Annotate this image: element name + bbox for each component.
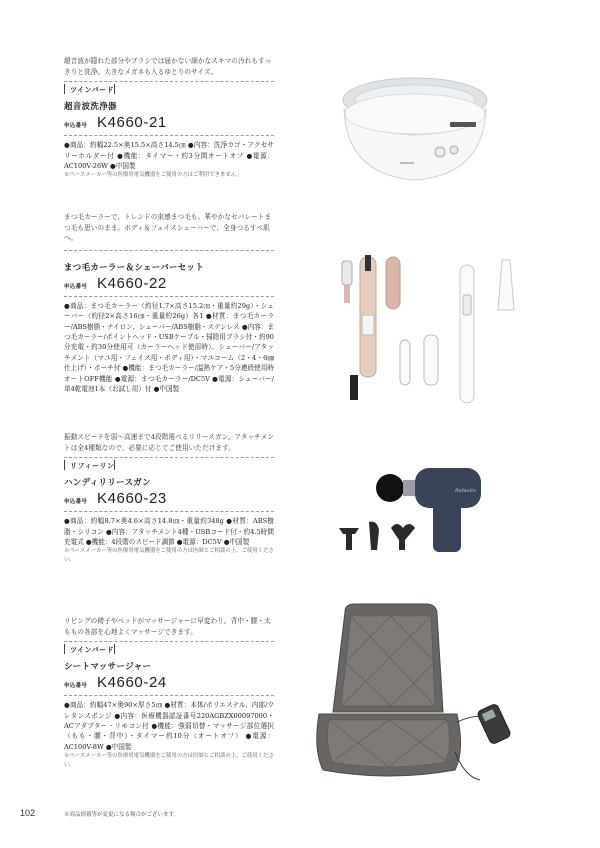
product-intro: リビングの椅子やベッドがマッサージャーに早変わり。背中・腰・太ももの各部を心地よくマッサージできます。 bbox=[64, 617, 271, 636]
order-code-label: 申込番号 bbox=[64, 683, 88, 690]
order-code-row bbox=[64, 114, 274, 134]
order-code-row bbox=[64, 490, 274, 510]
divider bbox=[64, 135, 274, 136]
brand-label: ツインバード bbox=[70, 85, 115, 95]
product-name: 超音波洗浄器 bbox=[64, 102, 117, 113]
seat-massager-image bbox=[305, 602, 535, 787]
product-section-ultrasonic-cleaner bbox=[64, 56, 274, 180]
page-number: 102 bbox=[20, 808, 36, 818]
order-code-row bbox=[64, 674, 274, 694]
product-spec: ●商品：約幅22.5×奥15.5×高さ14.5㎝ ●内容：洗浄カゴ・アクセサリーホルダー付 ●機能：タイマー・約3分間オートオフ ●電源：AC100V-26W ●中国製 bbox=[64, 141, 274, 170]
product-intro: 超音波が隠れた部分やブラシでは届かない細かなスキマの汚れもすっきりと洗浄。大きなメガネも入るゆとりのサイズ。 bbox=[64, 57, 272, 76]
product-note: ※ペースメーカー等の医療用電気機器をご使用の方はご利用できません。 bbox=[64, 172, 242, 179]
product-spec: ●商品：約幅47×奥90×厚さ5㎝ ●材質：本体/ポリエステル、内部/ウレタンスポンジ ●内容：医療機器認証番号220AGBZX00097000・ACアダプター・リモコン付 ●機能：強弱切替・マッサージ部位選択（もも・腰・背中）・タイマー約10分（オートオフ） ●電源：AC100V-8W ●中国製 bbox=[64, 701, 274, 751]
svg-text:Refeelin: Refeelin bbox=[455, 488, 476, 494]
product-name: まつ毛カーラー＆シェーバーセット bbox=[64, 262, 205, 273]
brand-label: リフィーリン bbox=[70, 461, 115, 471]
divider bbox=[64, 296, 274, 297]
divider bbox=[64, 695, 274, 696]
brand-row bbox=[64, 458, 274, 472]
brand-bar-right bbox=[114, 84, 115, 94]
massage-gun-image bbox=[325, 450, 525, 570]
order-code-label: 申込番号 bbox=[64, 123, 88, 130]
eyelash-curler-shaver-image bbox=[330, 255, 530, 410]
order-code: K4660-22 bbox=[97, 274, 167, 292]
product-intro: まつ毛カーラーで、トレンドの束感まつ毛も、華やかなセパレートまつ毛も思いのまま。ボディ＆フェイスシェーバーで、全身つるすべ肌へ。 bbox=[64, 213, 272, 243]
product-section-eyelash-curler-shaver bbox=[64, 212, 274, 394]
product-note: ※ペースメーカー等の医療用電気機器をご使用の方は医師とご相談の上、ご使用ください。 bbox=[64, 548, 274, 564]
product-section-massage-gun bbox=[64, 432, 274, 565]
brand-bar-left bbox=[64, 644, 65, 654]
order-code: K4660-21 bbox=[97, 114, 167, 132]
brand-bar-right bbox=[114, 460, 115, 470]
order-code: K4660-23 bbox=[97, 490, 167, 508]
footer-note: ※商品情報等が変更になる場合がございます。 bbox=[64, 812, 180, 818]
product-name: ハンディリリースガン bbox=[64, 478, 151, 489]
product-spec: ●商品：まつ毛カーラー（約径1.7×高さ15.2㎝・重量約29g）・シェーバー（約径2×高さ16㎝・重量約26g）各1 ●材質：まつ毛カーラー/ABS樹脂・ナイロン、シェーバー/ABS樹脂・ステンレス ●内容：まつ毛カーラー/ポイントヘッド・USBケーブル・掃除用ブラシ付・約90分充電・約30分使用可（カーラーヘッド使用時）、シェーバー/アタッチメント（マユ用・フェイス用・ボディ用）・マユコーム（2・4・6㎜仕上げ）・ポーチ付 ●機能：まつ毛カーラー/温熱ケア・5分連続使用時オートOFF機能 ●電源：まつ毛カーラー/DC5V ●電源：シェーバー/単4乾電池1本（お試し用）付 ●中国製 bbox=[64, 301, 274, 394]
divider bbox=[64, 511, 274, 512]
brand-bar-left bbox=[64, 460, 65, 470]
product-spec: ●商品：約幅8.7×奥4.6×高さ14.8㎝・重量約348g ●材質：ABS樹脂・シリコン ●内容：アタッチメント4種・USBコード付・約4.5時間充電式 ●機能：4段階のスピード調節 ●電源：DC5V ●中国製 bbox=[64, 517, 274, 546]
brand-bar-right bbox=[114, 644, 115, 654]
product-intro: 振動スピードを弱～高速まで4段階選べるリリースガン。アタッチメントは全4種類なので、必要に応じてご使用いただけます。 bbox=[64, 433, 274, 452]
ultrasonic-cleaner-image bbox=[330, 70, 500, 200]
brand-label: ツインバード bbox=[70, 645, 115, 655]
brand-row bbox=[64, 82, 274, 96]
divider bbox=[64, 250, 274, 251]
order-code: K4660-24 bbox=[97, 674, 167, 692]
order-code-row bbox=[64, 275, 274, 295]
brand-row bbox=[64, 642, 274, 656]
brand-bar-left bbox=[64, 84, 65, 94]
product-note: ※ペースメーカー等の医療用電気機器をご使用の方は医師とご相談の上、ご使用ください。 bbox=[64, 753, 274, 769]
order-code-label: 申込番号 bbox=[64, 499, 88, 506]
order-code-label: 申込番号 bbox=[64, 283, 88, 290]
product-section-seat-massager bbox=[64, 616, 274, 770]
product-name: シートマッサージャー bbox=[64, 662, 152, 673]
